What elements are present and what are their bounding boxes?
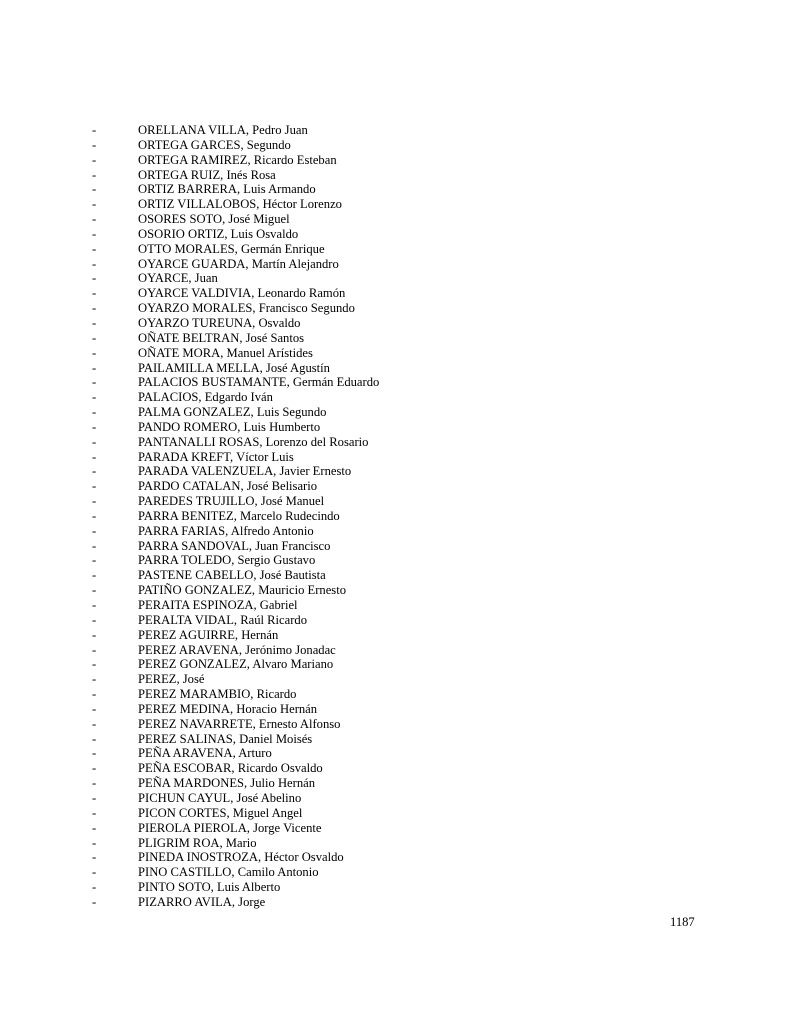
list-bullet: -	[92, 776, 97, 791]
list-item	[92, 361, 379, 376]
list-bullet: -	[92, 894, 97, 909]
list-item	[92, 168, 379, 183]
list-bullet: -	[92, 657, 97, 672]
list-bullet: -	[92, 182, 97, 197]
list-bullet: -	[92, 672, 97, 687]
list-item	[92, 865, 379, 880]
list-bullet: -	[92, 805, 97, 820]
list-item	[92, 836, 379, 851]
person-name: OÑATE BELTRAN, José Santos	[138, 330, 305, 345]
list-bullet: -	[92, 167, 97, 182]
person-name: OYARCE VALDIVIA, Leonardo Ramón	[138, 286, 346, 301]
person-name: PEREZ SALINAS, Daniel Moisés	[138, 731, 313, 746]
person-name: PEREZ AGUIRRE, Hernán	[138, 627, 279, 642]
person-name: PANDO ROMERO, Luis Humberto	[138, 419, 321, 434]
person-name: PASTENE CABELLO, José Bautista	[138, 568, 326, 583]
list-item	[92, 687, 379, 702]
person-name: PEREZ GONZALEZ, Alvaro Mariano	[138, 657, 334, 672]
list-item	[92, 435, 379, 450]
person-name: PAILAMILLA MELLA, José Agustín	[138, 360, 330, 375]
list-item	[92, 271, 379, 286]
list-bullet: -	[92, 197, 97, 212]
person-name: PEÑA ESCOBAR, Ricardo Osvaldo	[138, 761, 323, 776]
person-name: PEREZ MARAMBIO, Ricardo	[138, 687, 297, 702]
list-bullet: -	[92, 434, 97, 449]
list-bullet: -	[92, 880, 97, 895]
person-name: PATIÑO GONZALEZ, Mauricio Ernesto	[138, 583, 346, 598]
person-name: PANTANALLI ROSAS, Lorenzo del Rosario	[138, 434, 369, 449]
list-bullet: -	[92, 226, 97, 241]
list-bullet: -	[92, 790, 97, 805]
page-number: 1187	[670, 915, 695, 929]
list-item	[92, 375, 379, 390]
list-item	[92, 138, 379, 153]
person-name: PIZARRO AVILA, Jorge	[138, 894, 266, 909]
person-name: PEREZ ARAVENA, Jerónimo Jonadac	[138, 642, 336, 657]
person-name: PARRA FARIAS, Alfredo Antonio	[138, 523, 314, 538]
list-bullet: -	[92, 375, 97, 390]
list-item	[92, 479, 379, 494]
person-name: OYARZO MORALES, Francisco Segundo	[138, 301, 355, 316]
list-bullet: -	[92, 642, 97, 657]
list-item	[92, 464, 379, 479]
person-name: PEREZ MEDINA, Horacio Hernán	[138, 701, 318, 716]
person-name: ORTIZ BARRERA, Luis Armando	[138, 182, 316, 197]
list-item	[92, 182, 379, 197]
list-bullet: -	[92, 598, 97, 612]
person-name: PINO CASTILLO, Camilo Antonio	[138, 865, 319, 880]
list-bullet: -	[92, 405, 97, 420]
person-name: OSORES SOTO, José Miguel	[138, 212, 290, 227]
person-name: PARADA KREFT, Víctor Luis	[138, 449, 294, 464]
person-name: ORTIZ VILLALOBOS, Héctor Lorenzo	[138, 197, 342, 212]
name-list	[92, 123, 379, 910]
person-name: PERALTA VIDAL, Raúl Ricardo	[138, 612, 307, 627]
list-bullet: -	[92, 212, 97, 227]
list-bullet: -	[92, 583, 97, 598]
person-name: PARRA SANDOVAL, Juan Francisco	[138, 538, 331, 553]
list-item	[92, 539, 379, 554]
list-bullet: -	[92, 612, 97, 627]
person-name: OÑATE MORA, Manuel Arístides	[138, 345, 313, 360]
list-bullet: -	[92, 360, 97, 375]
person-name: OYARCE GUARDA, Martín Alejandro	[138, 256, 339, 271]
list-item	[92, 301, 379, 316]
list-bullet: -	[92, 553, 97, 568]
person-name: PEREZ NAVARRETE, Ernesto Alfonso	[138, 716, 341, 731]
list-item	[92, 197, 379, 212]
list-bullet: -	[92, 746, 97, 761]
person-name: PEÑA MARDONES, Julio Hernán	[138, 776, 316, 791]
person-name: PALACIOS BUSTAMANTE, Germán Eduardo	[138, 375, 380, 390]
person-name: OSORIO ORTIZ, Luis Osvaldo	[138, 226, 299, 241]
list-item	[92, 553, 379, 568]
person-name: OYARCE, Juan	[138, 271, 218, 286]
list-item	[92, 494, 379, 509]
list-item	[92, 524, 379, 539]
list-bullet: -	[92, 286, 97, 301]
list-bullet: -	[92, 137, 97, 152]
list-item	[92, 405, 379, 420]
list-item	[92, 568, 379, 583]
list-item	[92, 390, 379, 405]
list-item	[92, 420, 379, 435]
list-bullet: -	[92, 835, 97, 850]
person-name: PIEROLA PIEROLA, Jorge Vicente	[138, 820, 322, 835]
list-item	[92, 850, 379, 865]
list-bullet: -	[92, 716, 97, 731]
list-item	[92, 821, 379, 836]
list-item	[92, 746, 379, 761]
person-name: OTTO MORALES, Germán Enrique	[138, 241, 325, 256]
list-bullet: -	[92, 390, 97, 405]
list-bullet: -	[92, 345, 97, 360]
list-item	[92, 286, 379, 301]
list-item	[92, 227, 379, 242]
list-bullet: -	[92, 123, 97, 137]
person-name: PALMA GONZALEZ, Luis Segundo	[138, 405, 327, 420]
list-item	[92, 257, 379, 272]
list-bullet: -	[92, 627, 97, 642]
list-item	[92, 613, 379, 628]
list-bullet: -	[92, 508, 97, 523]
list-bullet: -	[92, 820, 97, 835]
list-bullet: -	[92, 731, 97, 746]
list-bullet: -	[92, 301, 97, 316]
list-bullet: -	[92, 256, 97, 271]
person-name: PARRA BENITEZ, Marcelo Rudecindo	[138, 508, 340, 523]
list-item	[92, 450, 379, 465]
person-name: PALACIOS, Edgardo Iván	[138, 390, 273, 405]
list-item	[92, 123, 379, 138]
list-item	[92, 598, 379, 613]
list-item	[92, 583, 379, 598]
person-name: PINEDA INOSTROZA, Héctor Osvaldo	[138, 850, 344, 865]
list-item	[92, 717, 379, 732]
list-item	[92, 657, 379, 672]
person-name: PINTO SOTO, Luis Alberto	[138, 880, 281, 895]
list-bullet: -	[92, 761, 97, 776]
person-name: ORTEGA RUIZ, Inés Rosa	[138, 167, 276, 182]
list-item	[92, 672, 379, 687]
person-name: ORTEGA RAMIREZ, Ricardo Esteban	[138, 152, 337, 167]
list-item	[92, 806, 379, 821]
list-item	[92, 346, 379, 361]
person-name: PICON CORTES, Miguel Angel	[138, 805, 303, 820]
list-item	[92, 628, 379, 643]
list-item	[92, 643, 379, 658]
person-name: PAREDES TRUJILLO, José Manuel	[138, 494, 325, 509]
list-bullet: -	[92, 687, 97, 702]
person-name: PLIGRIM ROA, Mario	[138, 835, 257, 850]
list-item	[92, 702, 379, 717]
list-item	[92, 242, 379, 257]
list-bullet: -	[92, 241, 97, 256]
list-bullet: -	[92, 479, 97, 494]
list-bullet: -	[92, 464, 97, 479]
list-bullet: -	[92, 568, 97, 583]
list-bullet: -	[92, 494, 97, 509]
list-item	[92, 791, 379, 806]
list-bullet: -	[92, 523, 97, 538]
list-item	[92, 880, 379, 895]
list-item	[92, 895, 379, 910]
list-item	[92, 316, 379, 331]
list-bullet: -	[92, 419, 97, 434]
person-name: OYARZO TUREUNA, Osvaldo	[138, 315, 301, 330]
list-bullet: -	[92, 315, 97, 330]
list-bullet: -	[92, 701, 97, 716]
list-item	[92, 153, 379, 168]
list-bullet: -	[92, 865, 97, 880]
person-name: PARRA TOLEDO, Sergio Gustavo	[138, 553, 316, 568]
person-name: PARDO CATALAN, José Belisario	[138, 479, 318, 494]
person-name: PARADA VALENZUELA, Javier Ernesto	[138, 464, 352, 479]
list-item	[92, 761, 379, 776]
person-name: PEREZ, José	[138, 672, 205, 687]
person-name: ORELLANA VILLA, Pedro Juan	[138, 123, 308, 137]
list-bullet: -	[92, 330, 97, 345]
list-bullet: -	[92, 152, 97, 167]
person-name: PERAITA ESPINOZA, Gabriel	[138, 598, 298, 612]
list-item	[92, 331, 379, 346]
list-bullet: -	[92, 271, 97, 286]
list-bullet: -	[92, 449, 97, 464]
list-item	[92, 732, 379, 747]
person-name: PICHUN CAYUL, José Abelino	[138, 790, 302, 805]
list-item	[92, 776, 379, 791]
list-item	[92, 509, 379, 524]
list-bullet: -	[92, 850, 97, 865]
person-name: PEÑA ARAVENA, Arturo	[138, 746, 272, 761]
list-bullet: -	[92, 538, 97, 553]
person-name: ORTEGA GARCES, Segundo	[138, 137, 291, 152]
list-item	[92, 212, 379, 227]
